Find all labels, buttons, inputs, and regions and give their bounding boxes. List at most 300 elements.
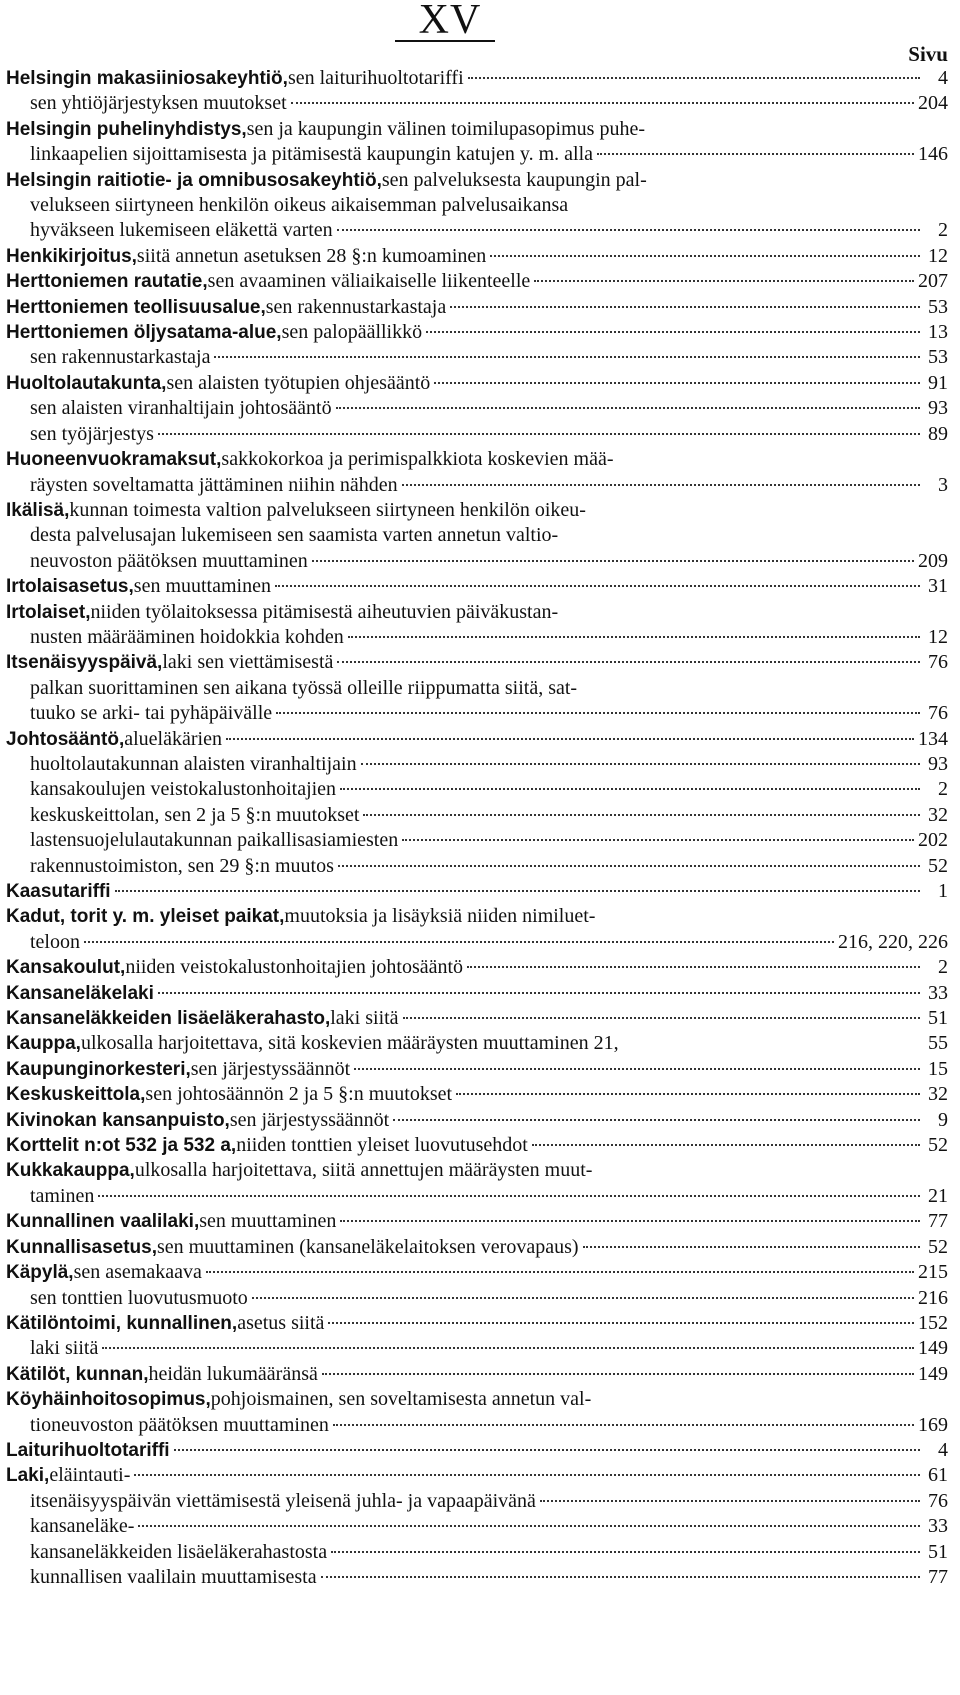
entry-line <box>6 955 948 980</box>
dot-leader <box>206 1271 914 1273</box>
entry-keyword: Herttoniemen öljysatama-alue, <box>6 322 282 344</box>
dot-leader <box>361 763 920 765</box>
entry-text: pohjoismainen, sen soveltamisesta annetun val- <box>210 1388 592 1411</box>
dot-leader <box>134 1474 920 1476</box>
entry-line <box>6 1311 948 1336</box>
entry-line <box>6 1031 948 1056</box>
entry-line <box>6 650 948 675</box>
entry-text: laki siitä <box>330 1007 399 1030</box>
entry-line <box>6 320 948 345</box>
index-entry <box>6 854 948 879</box>
entry-keyword: Kunnallisasetus, <box>6 1236 157 1258</box>
entry-keyword: Kätilöntoimi, kunnallinen, <box>6 1312 238 1334</box>
entry-line <box>6 1209 948 1234</box>
index-entry <box>6 1031 948 1056</box>
dot-leader <box>158 433 920 435</box>
entry-text: itsenäisyyspäivän viettämisestä yleisenä juhla- ja vapaapäivänä <box>30 1489 536 1512</box>
dot-leader <box>597 153 914 155</box>
entry-text: linkaapelien sijoittamisesta ja pitämisestä kaupungin katujen y. m. alla <box>30 143 594 166</box>
entry-text: sen rakennustarkastaja <box>30 346 211 369</box>
dot-leader <box>402 839 914 841</box>
entry-keyword: Kadut, torit y. m. yleiset paikat, <box>6 906 285 928</box>
entry-line <box>6 1387 948 1412</box>
entry-page-number: 33 <box>928 981 948 1004</box>
entry-page-number: 52 <box>928 1134 948 1157</box>
index-entry <box>6 676 948 727</box>
entry-text: taminen <box>30 1184 95 1207</box>
entry-keyword: Kukkakauppa, <box>6 1160 135 1182</box>
entry-text: tioneuvoston päätöksen muuttaminen <box>30 1413 329 1436</box>
entry-page-number: 215 <box>918 1261 948 1284</box>
entry-line <box>6 1336 948 1361</box>
entry-page-number: 216 <box>918 1286 948 1309</box>
entry-text: niiden työlaitoksessa pitämisestä aiheutuvien päiväkustan- <box>90 600 559 623</box>
dot-leader <box>275 585 920 587</box>
index-entry <box>6 244 948 269</box>
dot-leader <box>403 1017 920 1019</box>
entry-line <box>6 1158 948 1183</box>
dot-leader <box>276 712 920 714</box>
dot-leader <box>540 1500 920 1502</box>
entry-keyword: Irtolaiset, <box>6 601 91 623</box>
entry-keyword: Kunnallinen vaalilaki, <box>6 1211 200 1233</box>
index-entry <box>6 498 948 574</box>
index-entry <box>6 981 948 1006</box>
entry-page-number: 209 <box>918 549 948 572</box>
index-entry <box>6 371 948 396</box>
entry-page-number: 2 <box>938 219 948 242</box>
dot-leader <box>402 484 920 486</box>
entry-page-number: 77 <box>928 1210 948 1233</box>
index-entry <box>6 1438 948 1463</box>
index-entry <box>6 879 948 904</box>
index-entry <box>6 1057 948 1082</box>
dot-leader <box>158 992 920 994</box>
entry-page-number: 31 <box>928 575 948 598</box>
entry-page-number: 9 <box>938 1108 948 1131</box>
entry-page-number: 51 <box>928 1540 948 1563</box>
entry-page-number: 3 <box>938 473 948 496</box>
entry-keyword: Irtolaisasetus, <box>6 576 134 598</box>
entry-page-number: 134 <box>918 727 948 750</box>
entry-text: sen työjärjestys <box>30 422 154 445</box>
dot-leader <box>174 1449 920 1451</box>
entry-page-number: 61 <box>928 1464 948 1487</box>
index-entry <box>6 91 948 116</box>
entry-line <box>6 828 948 853</box>
index-entry <box>6 1336 948 1361</box>
dot-leader <box>336 407 920 409</box>
entry-text: velukseen siirtyneen henkilön oikeus aikaisemman palvelusaikansa <box>30 194 569 217</box>
entry-line <box>6 117 948 142</box>
index-entry <box>6 1540 948 1565</box>
entry-page-number: 93 <box>928 752 948 775</box>
entry-line <box>6 1438 948 1463</box>
entry-text: sen palveluksesta kaupungin pal- <box>381 168 647 191</box>
entry-line <box>6 752 948 777</box>
entry-text: neuvoston päätöksen muuttaminen <box>30 549 308 572</box>
entry-text: sen muuttaminen <box>199 1210 337 1233</box>
entry-continuation-line <box>6 549 948 574</box>
entry-line <box>6 1565 948 1590</box>
entry-line <box>6 396 948 421</box>
entry-page-number: 216, 220, 226 <box>838 930 948 953</box>
dot-leader <box>322 1373 914 1375</box>
dot-leader <box>138 1525 920 1527</box>
dot-leader <box>340 1220 920 1222</box>
dot-leader <box>393 1119 920 1121</box>
entry-line <box>6 676 948 701</box>
dot-leader <box>226 738 914 740</box>
dot-leader <box>115 890 920 892</box>
dot-leader <box>340 788 920 790</box>
index-entry <box>6 803 948 828</box>
dot-leader <box>468 77 920 79</box>
entry-text: rakennustoimiston, sen 29 §:n muutos <box>30 854 334 877</box>
index-entry <box>6 1158 948 1209</box>
index-entry <box>6 295 948 320</box>
entry-line <box>6 1362 948 1387</box>
entry-text: räysten soveltamatta jättäminen niihin nähden <box>30 473 398 496</box>
index-entry <box>6 117 948 168</box>
index-entry <box>6 345 948 370</box>
entry-text: kunnallisen vaalilain muuttamisesta <box>30 1565 317 1588</box>
entry-text: niiden veistokalustonhoitajien johtosääntö <box>125 956 464 979</box>
entry-page-number: 53 <box>928 295 948 318</box>
entry-text: keskuskeittolan, sen 2 ja 5 §:n muutokset <box>30 803 360 826</box>
entry-keyword: Kätilöt, kunnan, <box>6 1363 149 1385</box>
index-entry <box>6 447 948 498</box>
dot-leader <box>534 280 914 282</box>
entry-text: teloon <box>30 930 80 953</box>
entry-text: sen johtosäännön 2 ja 5 §:n muutokset <box>145 1083 453 1106</box>
entry-keyword: Helsingin makasiiniosakeyhtiö, <box>6 68 288 89</box>
entry-continuation-line <box>6 701 948 726</box>
entry-page-number: 169 <box>918 1413 948 1436</box>
entry-line <box>6 295 948 320</box>
entry-text: sen ja kaupungin välinen toimilupasopimus puhe- <box>246 117 645 140</box>
dot-leader <box>467 966 920 968</box>
index-entry <box>6 650 948 675</box>
entry-text: nusten määrääminen hoidokkia kohden <box>30 625 344 648</box>
dot-leader <box>354 1068 920 1070</box>
entry-page-number: 204 <box>918 92 948 115</box>
index-entry <box>6 574 948 599</box>
index-entry <box>6 422 948 447</box>
index-entry <box>6 1489 948 1514</box>
index-entry <box>6 600 948 651</box>
entry-text: lastensuojelulautakunnan paikallisasiamiesten <box>30 829 399 852</box>
entry-line <box>6 904 948 929</box>
entry-keyword: Herttoniemen rautatie, <box>6 271 208 293</box>
entry-line <box>6 66 948 91</box>
entry-page-number: 51 <box>928 1007 948 1030</box>
entry-text: kunnan toimesta valtion palvelukseen siirtyneen henkilön oikeu- <box>69 498 586 521</box>
entry-text: sen järjestyssäännöt <box>190 1057 351 1080</box>
dot-leader <box>321 1576 920 1578</box>
index-entry <box>6 904 948 955</box>
index-entry <box>6 727 948 752</box>
entry-line <box>6 1540 948 1565</box>
entry-text: hyväkseen lukemiseen eläkettä varten <box>30 219 333 242</box>
entry-keyword: Korttelit n:ot 532 ja 532 a, <box>6 1135 237 1157</box>
entry-page-number: 13 <box>928 321 948 344</box>
entry-line <box>6 269 948 294</box>
entry-line <box>6 91 948 116</box>
entry-text: sen muuttaminen <box>133 575 271 598</box>
entry-page-number: 146 <box>918 143 948 166</box>
dot-leader <box>456 1093 920 1095</box>
entry-keyword: Ikälisä, <box>6 499 70 521</box>
entry-keyword: Kansaneläkelaki <box>6 982 154 1004</box>
entry-line <box>6 244 948 269</box>
entry-text: sen rakennustarkastaja <box>265 295 447 318</box>
entry-page-number: 93 <box>928 397 948 420</box>
page-column-label: Sivu <box>908 42 948 66</box>
entry-page-number: 33 <box>928 1515 948 1538</box>
dot-leader <box>450 306 920 308</box>
dot-leader <box>338 865 920 867</box>
dot-leader <box>333 1424 914 1426</box>
entry-line <box>6 777 948 802</box>
dot-leader <box>214 356 920 358</box>
entry-page-number: 32 <box>928 1083 948 1106</box>
entry-text: sen järjestyssäännöt <box>229 1108 390 1131</box>
index-entry <box>6 1286 948 1311</box>
entry-page-number: 52 <box>928 1235 948 1258</box>
entry-line <box>6 345 948 370</box>
entry-keyword: Kauppa, <box>6 1033 81 1055</box>
entry-text: sen avaaminen väliaikaiselle liikenteelle <box>207 270 531 293</box>
page-number: XV <box>418 0 482 43</box>
dot-leader <box>490 255 920 257</box>
entry-text: sen muuttaminen (kansaneläkelaitoksen verovapaus) <box>157 1235 579 1258</box>
entry-continuation-line <box>6 1413 948 1438</box>
entry-page-number: 53 <box>928 346 948 369</box>
entry-text: tuuko se arki- tai pyhäpäivälle <box>30 702 273 725</box>
entry-text: laki siitä <box>30 1337 99 1360</box>
entry-text: kansaneläke- <box>30 1515 135 1538</box>
entry-text: kansaneläkkeiden lisäeläkerahastosta <box>30 1540 328 1563</box>
entry-keyword: Käpylä, <box>6 1262 74 1284</box>
entry-continuation-line <box>6 473 948 498</box>
entry-line <box>6 600 948 625</box>
entry-page-number: 32 <box>928 803 948 826</box>
entry-text: sen asemakaava <box>73 1261 202 1284</box>
entry-line <box>6 371 948 396</box>
dot-leader <box>84 941 834 943</box>
header-rule <box>395 40 495 42</box>
entry-text: ulkosalla harjoitettava, siitä annettujen määräysten muut- <box>134 1159 593 1182</box>
entry-text: ulkosalla harjoitettava, sitä koskevien määräysten muuttaminen 21, <box>80 1032 619 1055</box>
index-entry <box>6 168 948 244</box>
entry-page-number: 21 <box>928 1184 948 1207</box>
entry-keyword: Helsingin raitiotie- ja omnibusosakeyhtiö, <box>6 169 382 191</box>
index-entry <box>6 1209 948 1234</box>
entry-line <box>6 1133 948 1158</box>
entry-page-number: 12 <box>928 244 948 267</box>
entry-line <box>6 803 948 828</box>
entry-line <box>6 727 948 752</box>
dot-leader <box>252 1297 914 1299</box>
entry-keyword: Laki, <box>6 1465 50 1487</box>
entry-line <box>6 981 948 1006</box>
entry-keyword: Helsingin puhelinyhdistys, <box>6 118 247 140</box>
entry-text: sen alaisten viranhaltijain johtosääntö <box>30 397 332 420</box>
entry-page-number: 4 <box>938 67 948 89</box>
entry-page-number: 4 <box>938 1438 948 1461</box>
entry-line <box>6 168 948 193</box>
entry-text: asetus siitä <box>237 1311 325 1334</box>
index-entry <box>6 269 948 294</box>
entry-line <box>6 1235 948 1260</box>
entry-page-number: 149 <box>918 1362 948 1385</box>
entry-keyword: Itsenäisyyspäivä, <box>6 652 163 674</box>
index-entry <box>6 1260 948 1285</box>
entry-page-number: 152 <box>918 1311 948 1334</box>
entry-continuation-line <box>6 1184 948 1209</box>
dot-leader <box>434 382 920 384</box>
entry-line <box>6 422 948 447</box>
entry-continuation-line <box>6 218 948 243</box>
entry-line <box>6 1260 948 1285</box>
dot-leader <box>337 229 920 231</box>
entry-page-number: 149 <box>918 1337 948 1360</box>
index-entry <box>6 828 948 853</box>
entry-keyword: Kivinokan kansanpuisto, <box>6 1109 230 1131</box>
entry-text: palkan suorittaminen sen aikana työssä olleille riippumatta siitä, sat- <box>30 676 578 699</box>
entry-continuation-line <box>6 625 948 650</box>
entry-keyword: Laiturihuoltotariffi <box>6 1439 170 1461</box>
entry-keyword: Kaasutariffi <box>6 881 111 902</box>
dot-leader <box>363 814 920 816</box>
entry-page-number: 76 <box>928 702 948 725</box>
index-entry <box>6 396 948 421</box>
entry-page-number: 15 <box>928 1057 948 1080</box>
entry-keyword: Huoneenvuokramaksut, <box>6 449 222 471</box>
index-entry <box>6 1082 948 1107</box>
entry-page-number: 207 <box>918 270 948 293</box>
entry-page-number: 91 <box>928 371 948 394</box>
dot-leader <box>98 1195 920 1197</box>
entry-line <box>6 574 948 599</box>
entry-text: sen laiturihuoltotariffi <box>287 67 464 89</box>
entry-page-number: 55 <box>928 1032 948 1055</box>
entry-keyword: Henkikirjoitus, <box>6 245 137 267</box>
entry-keyword: Keskuskeittola, <box>6 1084 146 1106</box>
entry-text: desta palvelusajan lukemiseen sen saamista varten annetun valtio- <box>30 524 559 547</box>
entry-page-number: 12 <box>928 625 948 648</box>
entry-text: sen tonttien luovutusmuoto <box>30 1286 248 1309</box>
index-entry <box>6 1387 948 1438</box>
index-entry <box>6 752 948 777</box>
entry-text: huoltolautakunnan alaisten viranhaltijain <box>30 752 357 775</box>
entry-continuation-line <box>6 523 948 548</box>
entry-text: niiden tonttien yleiset luovutusehdot <box>236 1134 528 1157</box>
dot-leader <box>426 331 920 333</box>
entry-page-number: 202 <box>918 829 948 852</box>
dot-leader <box>102 1347 914 1349</box>
index-entry <box>6 955 948 980</box>
entry-text: heidän lukumääränsä <box>148 1362 318 1385</box>
entry-text: sen alaisten työtupien ohjesääntö <box>166 371 431 394</box>
index-entry <box>6 1463 948 1488</box>
index-entry <box>6 1006 948 1031</box>
entry-text: muutoksia ja lisäyksiä niiden nimiluet- <box>284 905 596 928</box>
entry-continuation-line <box>6 142 948 167</box>
index-list <box>6 66 948 1590</box>
index-entry <box>6 66 948 91</box>
entry-line <box>6 1463 948 1488</box>
index-entry <box>6 1362 948 1387</box>
dot-leader <box>348 636 920 638</box>
index-entry <box>6 1108 948 1133</box>
entry-keyword: Köyhäinhoitosopimus, <box>6 1389 211 1411</box>
entry-page-number: 1 <box>938 880 948 902</box>
entry-text: kansakoulujen veistokalustonhoitajien <box>30 778 337 801</box>
entry-line <box>6 854 948 879</box>
entry-text: laki sen viettämisestä <box>162 651 334 674</box>
entry-line <box>6 1082 948 1107</box>
dot-leader <box>312 560 914 562</box>
entry-line <box>6 1057 948 1082</box>
entry-text: sen yhtiöjärjestyksen muutokset <box>30 92 287 115</box>
entry-page-number: 52 <box>928 854 948 877</box>
dot-leader <box>583 1246 920 1248</box>
entry-keyword: Kaupunginorkesteri, <box>6 1058 191 1080</box>
entry-page-number: 2 <box>938 956 948 979</box>
entry-keyword: Kansaneläkkeiden lisäeläkerahasto, <box>6 1008 331 1030</box>
entry-text: siitä annetun asetuksen 28 §:n kumoaminen <box>136 244 487 267</box>
dot-leader <box>291 102 914 104</box>
entry-page-number: 76 <box>928 1489 948 1512</box>
entry-continuation-line <box>6 930 948 955</box>
entry-keyword: Johtosääntö, <box>6 728 125 750</box>
entry-line <box>6 1514 948 1539</box>
entry-page-number: 76 <box>928 651 948 674</box>
entry-text: sakkokorkoa ja perimispalkkiota koskevien mää- <box>221 448 614 471</box>
entry-page-number: 77 <box>928 1565 948 1588</box>
index-entry <box>6 1565 948 1590</box>
index-entry <box>6 1311 948 1336</box>
entry-line <box>6 1286 948 1311</box>
index-entry <box>6 1133 948 1158</box>
dot-leader <box>337 661 920 663</box>
entry-page-number: 89 <box>928 422 948 445</box>
entry-line <box>6 1489 948 1514</box>
index-entry <box>6 777 948 802</box>
index-entry <box>6 320 948 345</box>
entry-continuation-line <box>6 193 948 218</box>
entry-line <box>6 879 948 904</box>
entry-text: alueläkärien <box>124 727 222 750</box>
dot-leader <box>331 1551 920 1553</box>
entry-line <box>6 498 948 523</box>
entry-keyword: Huoltolautakunta, <box>6 372 167 394</box>
entry-keyword: Herttoniemen teollisuusalue, <box>6 296 266 318</box>
entry-line <box>6 1108 948 1133</box>
entry-line <box>6 447 948 472</box>
dot-leader <box>532 1144 920 1146</box>
entry-line <box>6 1006 948 1031</box>
entry-text: eläintauti- <box>49 1464 131 1487</box>
entry-page-number: 2 <box>938 778 948 801</box>
dot-leader <box>328 1322 914 1324</box>
index-entry <box>6 1514 948 1539</box>
entry-text: sen palopäällikkö <box>281 321 423 344</box>
index-entry <box>6 1235 948 1260</box>
entry-keyword: Kansakoulut, <box>6 957 126 979</box>
